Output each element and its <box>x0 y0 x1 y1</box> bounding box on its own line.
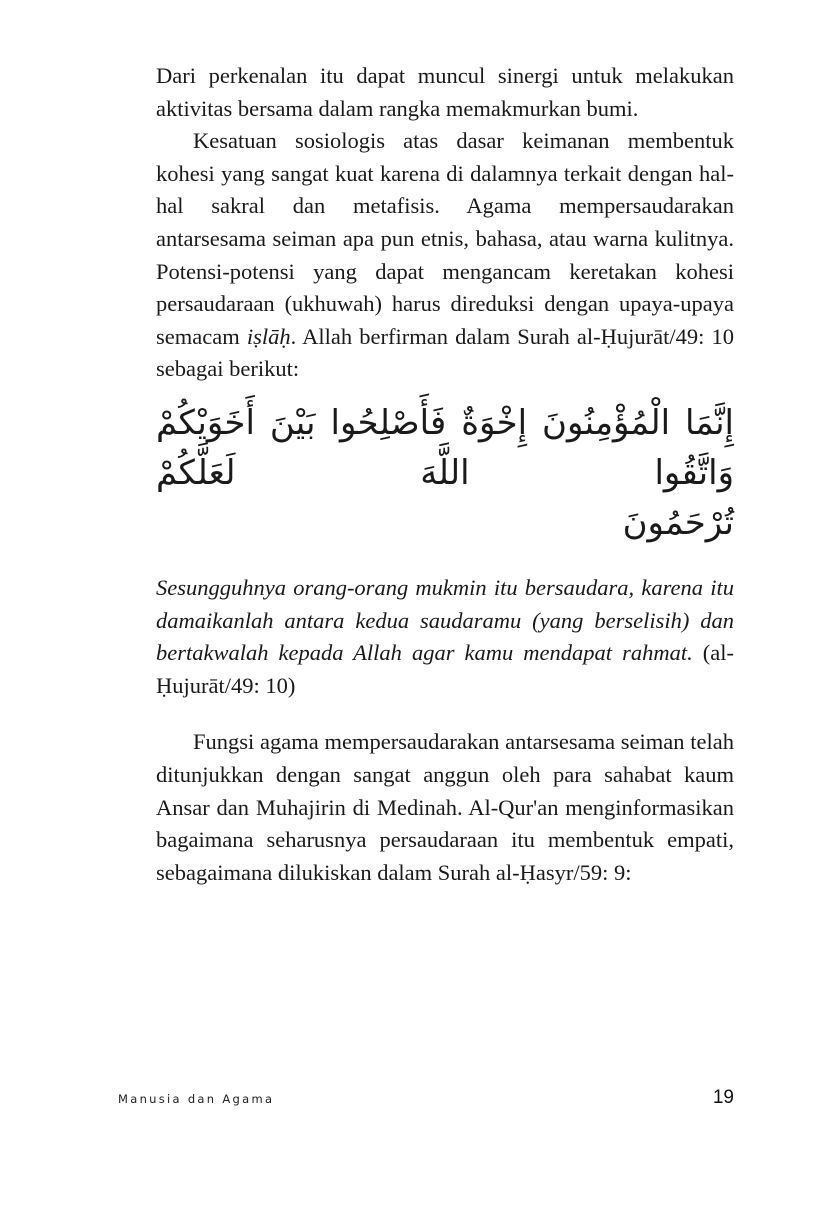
running-footer-title: Manusia dan Agama <box>118 1092 275 1106</box>
quran-verse-line-2: تُرْحَمُونَ <box>622 502 734 543</box>
verse-translation <box>156 572 734 702</box>
quran-verse-line-1: إِنَّمَا الْمُؤْمِنُونَ إِخْوَةٌ فَأَصْلِحُوا بَيْنَ أَخَوَيْكُمْ وَاتَّقُوا اللَّهَ لَعَلَّكُمْ <box>156 402 734 493</box>
term-islah: iṣlāḥ <box>246 323 291 349</box>
translation-text: Sesungguhnya orang-orang mukmin itu bersaudara, karena itu damaikanlah antara kedua saudaramu (yang berselisih) dan bertakwalah kepada Allah agar kamu mendapat rahmat. <box>156 574 734 666</box>
paragraph-1: Dari perkenalan itu dapat muncul sinergi untuk melakukan aktivitas bersama dalam rangka memakmurkan bumi. <box>156 63 734 121</box>
translation-reference: (al-Ḥujurāt/49: 10) <box>156 640 734 698</box>
paragraph-2-text-b: . Allah berfirman dalam Surah al-Ḥujurāt/49: 10 sebagai berikut: <box>156 323 734 382</box>
paragraph-2 <box>156 125 734 386</box>
page-body <box>156 60 734 889</box>
paragraph-3: Fungsi agama mempersaudarakan antarsesama seiman telah ditunjukkan dengan sangat anggun oleh para sahabat kaum Ansar dan Muhajirin di Medinah. Al-Qur'an menginformasikan bagaimana seharusnya persaudaraan itu membentuk empati, sebagaimana dilukiskan dalam Surah al-Ḥasyr/59: 9: <box>156 729 734 885</box>
paragraph-2-text-a: Kesatuan sosiologis atas dasar keimanan membentuk kohesi yang sangat kuat karena di dalamnya terkait dengan hal-hal sakral dan metafisis. Agama mempersaudarakan antarsesama seiman apa pun etnis, bahasa, atau warna kulitnya. Potensi-potensi yang dapat mengancam keretakan kohesi persaudaraan (ukhuwah) harus direduksi dengan upaya-upaya semacam <box>156 128 734 349</box>
page-number: 19 <box>712 1087 734 1108</box>
quran-verse <box>156 398 734 548</box>
